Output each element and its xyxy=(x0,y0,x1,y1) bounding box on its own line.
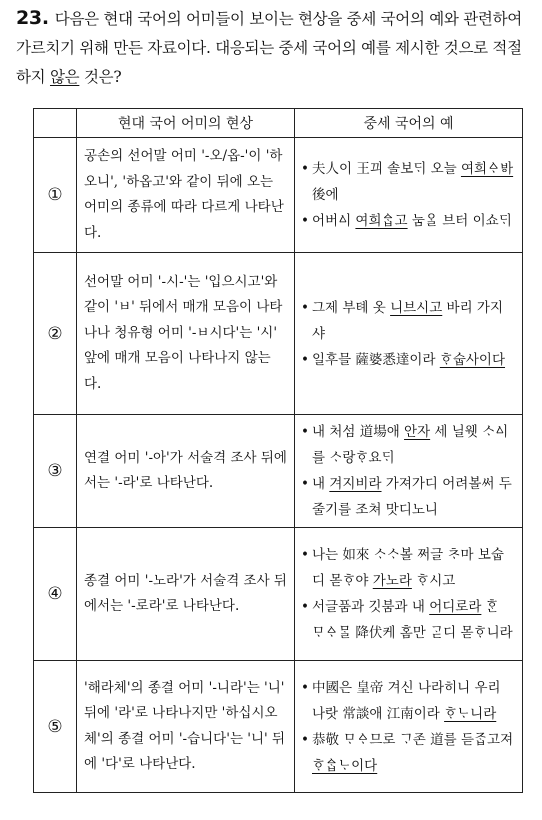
example-text: 그제 부톄 옷 xyxy=(312,299,391,316)
underlined-example-word: ᄒᆞᄂᆞ니라 xyxy=(444,705,497,722)
example-item xyxy=(301,347,516,373)
example-item xyxy=(301,419,516,471)
example-text: 바리 가지샤 xyxy=(312,299,504,342)
example-item xyxy=(301,295,516,347)
example-item xyxy=(301,727,516,779)
example-text: 눔ᄋᆞᆯ 브터 이쇼ᄃᆡ xyxy=(407,213,512,229)
bullet-icon: • xyxy=(301,476,309,492)
example-text: 내 xyxy=(312,476,330,492)
choice-number[interactable]: ⑤ xyxy=(34,661,77,793)
example-item xyxy=(301,542,516,594)
header-modern: 현대 국어 어미의 현상 xyxy=(77,109,295,138)
header-number-cell xyxy=(34,109,77,138)
example-text: 恭敬 ᄆᆞᅀᆞ므로 ᄀᆞ존 道를 듣ᄌᆞᆸ고져 xyxy=(312,731,514,748)
bullet-icon: • xyxy=(301,547,309,563)
choice-number[interactable]: ③ xyxy=(34,415,77,528)
table-row xyxy=(34,661,523,793)
bullet-icon: • xyxy=(301,679,309,696)
underlined-example-word: 가노라 xyxy=(372,573,412,589)
underlined-example-word: ᄒᆞ숩사이다 xyxy=(439,351,506,368)
bullet-icon: • xyxy=(301,351,309,368)
bullet-icon: • xyxy=(301,731,309,748)
bullet-icon: • xyxy=(301,299,309,316)
example-text: 어버ᅀᅵ xyxy=(312,213,356,229)
header-middle-korean: 중세 국어의 예 xyxy=(295,109,523,138)
question-text-before: 다음은 현대 국어의 어미들이 보이는 현상을 중세 국어의 예와 관련하여 가르치기 위해 만든 자료이다. 대응되는 중세 국어의 예를 제시한 것으로 적절하지 xyxy=(16,10,522,86)
example-text: ᄒᆞᆫ ᄆᆞᅀᆞᄆᆞᆯ 降伏케 홈만 ᄀᆞᆮ디 몯ᄒᆞ니라 xyxy=(312,599,513,641)
table-header-row xyxy=(34,109,523,138)
example-item xyxy=(301,594,516,646)
table-row xyxy=(34,528,523,661)
modern-phenomenon-cell: 공손의 선어말 어미 '-오/옵-'이 '하오니', '하옵고'와 같이 뒤에 오는 어미의 종류에 따라 다르게 나타난다. xyxy=(77,138,295,253)
example-text: 中國은 皇帝 겨신 나라히니 우리 나랏 常談애 江南이라 xyxy=(312,679,501,722)
example-item xyxy=(301,208,516,234)
bullet-icon: • xyxy=(301,161,309,177)
middle-korean-example-cell xyxy=(295,661,523,793)
underlined-example-word: 겨지비라 xyxy=(329,476,382,492)
comparison-table xyxy=(33,108,523,793)
example-item xyxy=(301,471,516,523)
example-item xyxy=(301,675,516,727)
question xyxy=(16,4,528,92)
underlined-example-word: 여희ᅀᆞᄫᅡ xyxy=(460,161,514,177)
bullet-icon: • xyxy=(301,599,309,615)
example-text: 서글품과 깃붐과 내 xyxy=(312,599,430,615)
example-text: 나는 如來 ᄉᆞᄉᆞ볼 쩌글 ᄎᆞ마 보숩디 몯ᄒᆞ야 xyxy=(312,547,504,589)
example-text: ᄒᆞ시고 xyxy=(411,573,456,589)
choice-number[interactable]: ② xyxy=(34,253,77,415)
question-number: 23. xyxy=(16,7,49,29)
middle-korean-example-cell xyxy=(295,415,523,528)
choice-number[interactable]: ① xyxy=(34,138,77,253)
table-row xyxy=(34,138,523,253)
example-text: 後에 xyxy=(312,187,339,203)
example-text: 가져가디 어려볼써 두 줄기를 조쳐 맛디노니 xyxy=(312,476,512,518)
middle-korean-example-cell xyxy=(295,253,523,415)
middle-korean-example-cell xyxy=(295,138,523,253)
underlined-example-word: 여희ᅀᆞᆸ고 xyxy=(355,213,408,229)
modern-phenomenon-cell: 선어말 어미 '-시-'는 '입으시고'와 같이 'ㅂ' 뒤에서 매개 모음이 나타나나 청유형 어미 '-ㅂ시다'는 '시' 앞에 매개 모음이 나타나지 않는다. xyxy=(77,253,295,415)
example-text: 夫人이 王끠 솔보ᄃᆡ 오늘 xyxy=(312,161,461,177)
bullet-icon: • xyxy=(301,424,309,440)
middle-korean-example-cell xyxy=(295,528,523,661)
question-underlined-word: 않은 xyxy=(49,68,80,86)
modern-phenomenon-cell: '해라체'의 종결 어미 '-니라'는 '니' 뒤에 '라'로 나타나지만 '하십시오체'의 종결 어미 '-습니다'는 '니' 뒤에 '다'로 나타난다. xyxy=(77,661,295,793)
modern-phenomenon-cell: 연결 어미 '-아'가 서술격 조사 뒤에서는 '-라'로 나타난다. xyxy=(77,415,295,528)
question-text-after: 것은? xyxy=(79,68,122,86)
bullet-icon: • xyxy=(301,213,309,229)
example-item xyxy=(301,156,516,208)
modern-phenomenon-cell: 종결 어미 '-노라'가 서술격 조사 뒤에서는 '-로라'로 나타난다. xyxy=(77,528,295,661)
table-row xyxy=(34,415,523,528)
underlined-example-word: 어디로라 xyxy=(429,599,482,615)
example-text: 일후믈 薩婆悉達이라 xyxy=(312,351,440,368)
table-row xyxy=(34,253,523,415)
underlined-example-word: 안자 xyxy=(404,424,431,440)
underlined-example-word: ᄒᆞᅀᆞᆸᄂᆞ이다 xyxy=(312,757,378,774)
choice-number[interactable]: ④ xyxy=(34,528,77,661)
underlined-example-word: 니브시고 xyxy=(390,299,443,316)
example-text: 세 닐웻 ᄉᆞᅀᅵ를 ᄉᆞ랑ᄒᆞ요ᄃᆡ xyxy=(312,424,509,466)
example-text: 내 처섬 道場애 xyxy=(312,424,405,440)
